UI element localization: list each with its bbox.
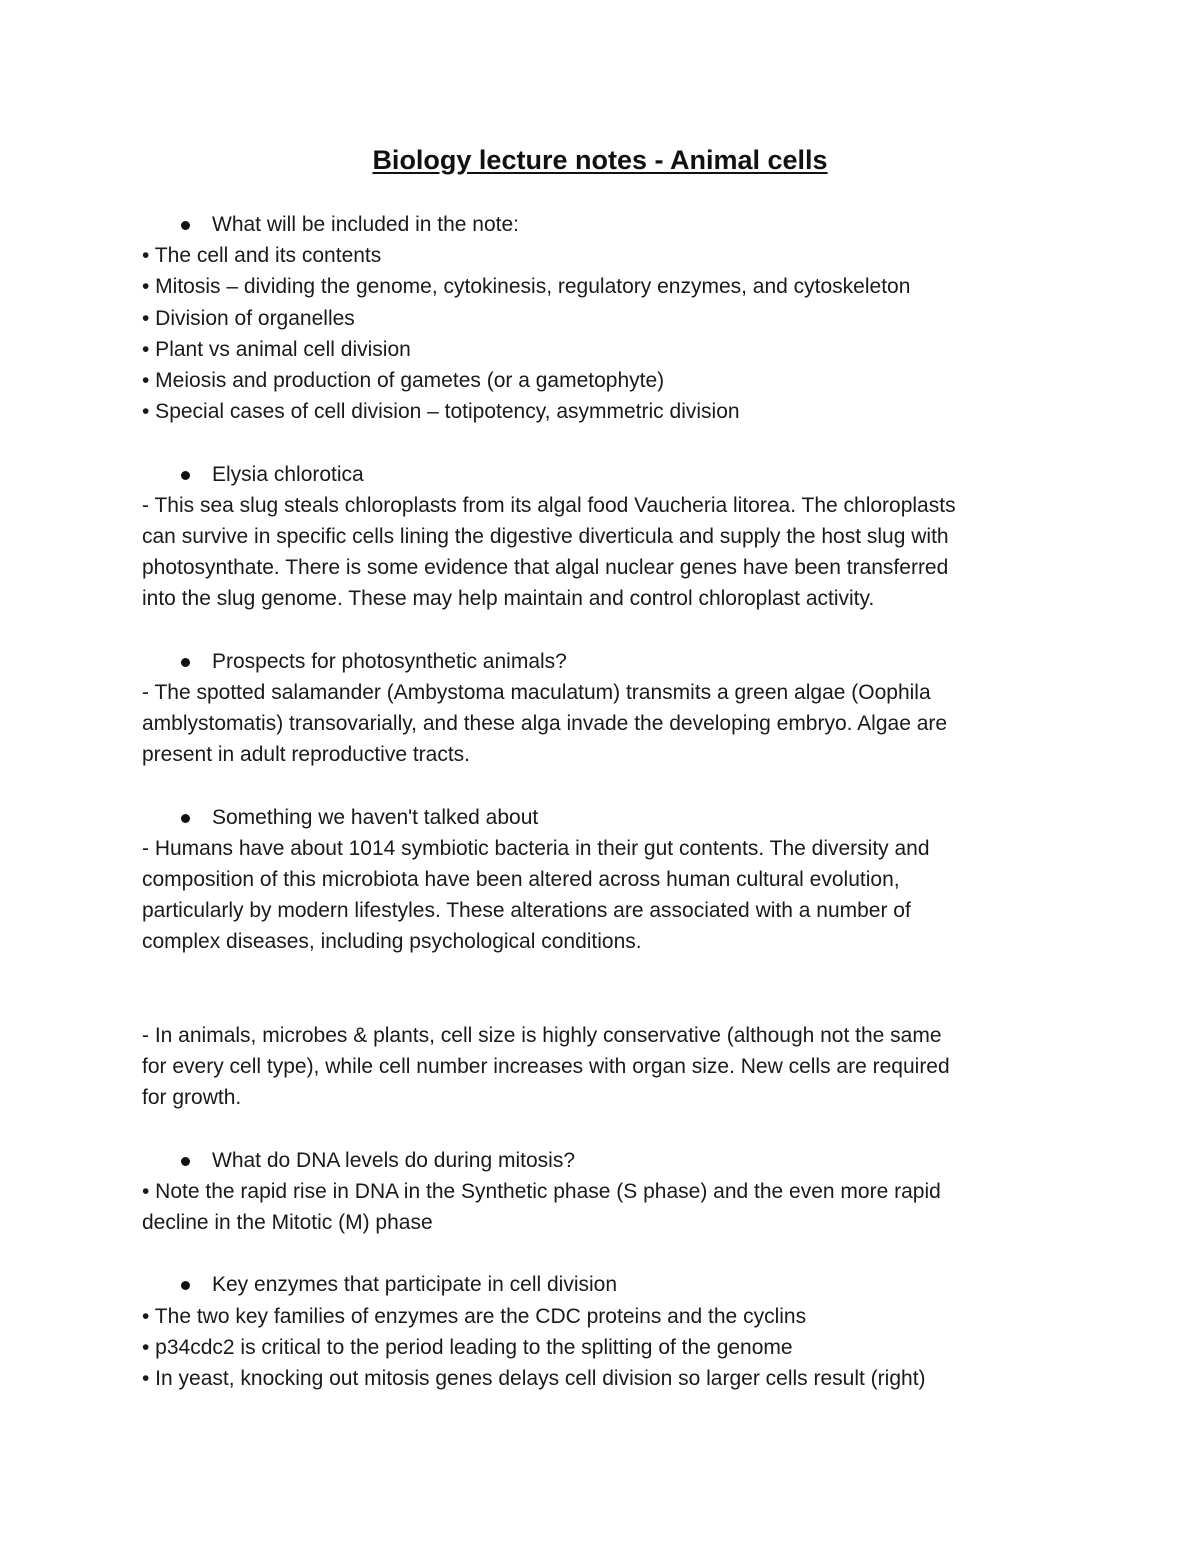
bullet-dot-icon xyxy=(181,221,190,230)
bullet-dot-icon xyxy=(181,658,190,667)
text-line: • Division of organelles xyxy=(142,306,355,330)
section-heading-elysia xyxy=(142,459,1062,490)
text-line: present in adult reproductive tracts. xyxy=(142,743,471,767)
text-line: decline in the Mitotic (M) phase xyxy=(142,1211,433,1234)
text-line: • Mitosis – dividing the genome, cytokinesis, regulatory enzymes, and cytoskeleton xyxy=(142,275,911,299)
text-line: for growth. xyxy=(142,1086,242,1110)
spacer xyxy=(142,614,1062,645)
text-line: • In yeast, knocking out mitosis genes delays cell division so larger cells result (right) xyxy=(142,1366,926,1390)
spacer xyxy=(142,1113,1062,1144)
spacer xyxy=(142,770,1062,801)
text-line: • Special cases of cell division – totipotency, asymmetric division xyxy=(142,400,740,424)
section-heading-dna xyxy=(142,1145,1062,1176)
text-line: • The cell and its contents xyxy=(142,244,382,268)
document-body xyxy=(142,209,1062,1394)
text-line: • Note the rapid rise in DNA in the Synthetic phase (S phase) and the even more rapid xyxy=(142,1179,941,1203)
section-heading-enzymes xyxy=(142,1269,1062,1300)
heading-text: Prospects for photosynthetic animals? xyxy=(212,649,567,673)
spacer xyxy=(142,958,1062,989)
text-line: • The two key families of enzymes are the CDC proteins and the cyclins xyxy=(142,1304,807,1328)
bullet-dot-icon xyxy=(181,471,190,480)
section-heading-prospects xyxy=(142,646,1062,677)
section-heading-included xyxy=(142,209,1062,240)
heading-text: Something we haven't talked about xyxy=(212,805,539,829)
spacer xyxy=(142,427,1062,458)
text-line: amblystomatis) transovarially, and these alga invade the developing embryo. Algae are xyxy=(142,712,948,735)
heading-text: What do DNA levels do during mitosis? xyxy=(212,1148,575,1172)
heading-text: Elysia chlorotica xyxy=(212,462,364,486)
text-line: particularly by modern lifestyles. These alterations are associated with a number of xyxy=(142,899,911,923)
bullet-dot-icon xyxy=(181,1281,190,1290)
text-line: • p34cdc2 is critical to the period leading to the splitting of the genome xyxy=(142,1335,793,1359)
text-line: complex diseases, including psychological conditions. xyxy=(142,930,642,954)
text-line: - In animals, microbes & plants, cell size is highly conservative (although not the same xyxy=(142,1023,942,1047)
text-line: - Humans have about 1014 symbiotic bacteria in their gut contents. The diversity and xyxy=(142,836,930,860)
text-line: photosynthate. There is some evidence that algal nuclear genes have been transferred xyxy=(142,556,949,580)
spacer xyxy=(142,989,1062,1020)
text-line: into the slug genome. These may help maintain and control chloroplast activity. xyxy=(142,587,875,611)
heading-text: What will be included in the note: xyxy=(212,213,520,236)
text-line: composition of this microbiota have been altered across human cultural evolution, xyxy=(142,867,900,891)
text-line: - The spotted salamander (Ambystoma maculatum) transmits a green algae (Oophila xyxy=(142,680,931,704)
text-line: for every cell type), while cell number increases with organ size. New cells are required xyxy=(142,1055,950,1079)
section-heading-something xyxy=(142,802,1062,833)
document-title: Biology lecture notes - Animal cells xyxy=(372,145,828,175)
heading-text: Key enzymes that participate in cell division xyxy=(212,1273,618,1297)
text-line: • Plant vs animal cell division xyxy=(142,337,411,361)
spacer xyxy=(142,1238,1062,1269)
bullet-dot-icon xyxy=(181,814,190,823)
bullet-dot-icon xyxy=(181,1157,190,1166)
text-line: • Meiosis and production of gametes (or a gametophyte) xyxy=(142,368,665,392)
text-line: - This sea slug steals chloroplasts from its algal food Vaucheria litorea. The chloroplasts xyxy=(142,493,956,517)
text-line: can survive in specific cells lining the digestive diverticula and supply the host slug with xyxy=(142,524,949,548)
